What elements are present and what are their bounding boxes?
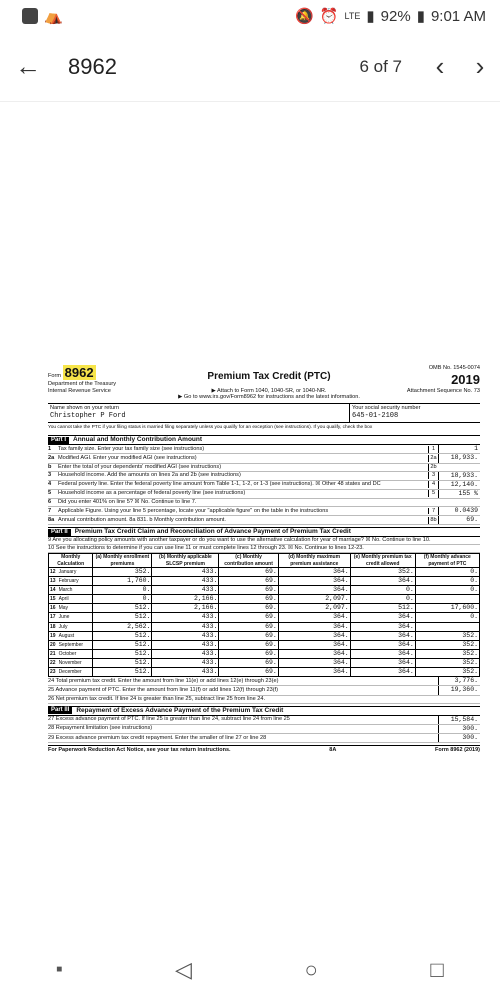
table-cell: 512. [93, 659, 152, 668]
table-cell: 0. [415, 613, 479, 622]
table-header: (b) Monthly applicable SLCSP premium [152, 554, 219, 568]
line-9: 9 Are you allocating policy amounts with another taxpayer or do you want to use the alternative calculation for year of marriage? ☒ No. Continue to line 10. [48, 537, 480, 545]
nav-dot-icon: ■ [56, 964, 63, 975]
part1-line: 3 Household income. Add the amounts on lines 2a and 2b (see instructions) 3 18,933. [48, 472, 480, 481]
table-cell: 352. [415, 640, 479, 649]
ssn-value: 645-01-2108 [352, 412, 399, 421]
page-indicator: 6 of 7 [359, 56, 402, 76]
table-cell: 433. [152, 668, 219, 677]
table-row: 20 September 512. 433. 69. 364. 364. 352. [50, 640, 478, 648]
table-cell: 364. [350, 668, 415, 677]
table-row: 21 October 512. 433. 69. 364. 364. 352. [50, 649, 478, 657]
table-cell: 2,097. [278, 604, 350, 613]
table-cell: 364. [350, 631, 415, 640]
table-row: 19 August 512. 433. 69. 364. 364. 352. [50, 631, 478, 639]
table-cell: 17,600. [415, 604, 479, 613]
table-cell: 364. [278, 631, 350, 640]
table-cell: 364. [278, 668, 350, 677]
table-cell: 364. [278, 567, 350, 576]
table-cell: 69. [219, 586, 278, 595]
table-cell: 433. [152, 567, 219, 576]
table-cell: 0. [415, 567, 479, 576]
table-cell: 364. [278, 659, 350, 668]
clock: 9:01 AM [430, 7, 486, 25]
part1-line: 7 Applicable Figure. Using your line 5 percentage, locate your "applicable figure" on the table in the instructions 7 0.0439 [48, 507, 480, 516]
table-row: 22 November 512. 433. 69. 364. 364. 352. [50, 659, 478, 667]
table-cell: 433. [152, 613, 219, 622]
table-cell: 433. [152, 576, 219, 585]
battery-percent: 92% [380, 7, 411, 25]
table-cell: 512. [93, 631, 152, 640]
back-arrow-icon[interactable]: ← [15, 51, 41, 81]
table-header: Monthly Calculation [49, 554, 93, 568]
form-page [48, 365, 480, 925]
part1-line: 4 Federal poverty line. Enter the federal poverty line amount from Table 1-1, 1-2, or 1-3 (see instructions). ☒ Other 48 states and DC 4 12,140. [48, 481, 480, 490]
notification-icon: ⛺ [44, 8, 63, 25]
app-bar [0, 32, 500, 102]
part1-line: 1 Tax family size. Enter your tax family size (see instructions) 1 1 [48, 445, 480, 454]
back-nav-button[interactable]: ◁ [174, 956, 192, 982]
filing-note: You cannot take the PTC if your filing status is married filing separately unless you qualify for an exception (see instructions). If you qualify, check the box [48, 425, 373, 431]
table-cell: 433. [152, 640, 219, 649]
table-cell: 69. [219, 604, 278, 613]
line-27: 27 Excess advance payment of PTC. If line 25 is greater than line 24, subtract line 24 from line 25 15,584. [48, 716, 480, 725]
table-cell: 2,097. [278, 595, 350, 604]
document-title: 8962 [68, 53, 117, 79]
table-cell: 512. [350, 604, 415, 613]
table-cell: 352. [415, 668, 479, 677]
table-cell: 352. [93, 567, 152, 576]
table-cell: 364. [350, 659, 415, 668]
recents-nav-button[interactable]: □ [430, 956, 444, 982]
line-29: 29 Excess advance premium tax credit repayment. Enter the smaller of line 27 or line 28 300. [48, 734, 480, 743]
part1-line: 5 Household income as a percentage of federal poverty line (see instructions) 5 155 % [48, 490, 480, 499]
taxpayer-name: Christopher P Ford [50, 412, 126, 421]
next-page-button[interactable]: › [475, 51, 485, 81]
table-cell: 69. [219, 640, 278, 649]
lte-label: LTE [344, 11, 361, 21]
home-nav-button[interactable]: ○ [304, 956, 318, 982]
form-header: Form 8962 Department of the Treasury Internal Revenue Service Premium Tax Credit (PTC) ▶ Attach to Form 1040, 1040-SR, or 1040-NR. ▶ Go to www.irs.gov/Form8962 for instructions and the latest information. OMB No. 1545-0074 2019 Attachment Sequence No. 73 [48, 365, 480, 404]
table-cell: 512. [93, 668, 152, 677]
table-cell: 2,166. [152, 595, 219, 604]
form-number: 8962 [64, 365, 94, 380]
signal-icon: ▮ [366, 8, 375, 25]
table-row: 16 May 512. 2,166. 69. 2,097. 512. 17,600. [50, 604, 478, 612]
table-cell: 69. [219, 567, 278, 576]
table-cell: 352. [415, 631, 479, 640]
part1-line: 6 Did you enter 401% on line 5? ☒ No. Continue to line 7. [48, 499, 480, 507]
status-bar [0, 0, 500, 32]
table-row: 13 February 1,760. 433. 69. 364. 364. 0. [50, 576, 478, 584]
part2-header: Part II Premium Tax Credit Claim and Reconciliation of Advance Payment of Premium Tax Credit [48, 527, 480, 537]
form-title: Premium Tax Credit (PTC) [207, 371, 331, 382]
table-cell: 364. [278, 622, 350, 631]
table-row: 12 January 352. 433. 69. 364. 352. 0. [50, 567, 478, 575]
table-row: 18 July 2,562. 433. 69. 364. 364. [49, 622, 480, 631]
table-cell: 433. [152, 649, 219, 658]
line-24: 24 Total premium tax credit. Enter the amount from line 11(e) or add lines 12(e) through 23(e) 3,776. [48, 677, 480, 686]
table-cell: 0. [415, 576, 479, 585]
table-cell: 364. [278, 649, 350, 658]
table-cell: 1,760. [93, 576, 152, 585]
table-header: (f) Monthly advance payment of PTC [415, 554, 479, 568]
alarm-icon: ⏰ [319, 8, 339, 25]
line-10: 10 See the instructions to determine if you can use line 11 or must complete lines 12 through 23. ☒ No. Continue to lines 12-23. [48, 545, 480, 553]
table-row: 14 March 0. 433. 69. 364. 0. 0. [50, 586, 478, 594]
table-row: 23 December 512. 433. 69. 364. 364. 352. [50, 668, 478, 676]
table-cell [415, 622, 479, 631]
table-header: (a) Monthly enrollment premiums [93, 554, 152, 568]
table-cell: 2,166. [152, 604, 219, 613]
table-header: (d) Monthly maximum premium assistance [278, 554, 350, 568]
form-footer: For Paperwork Reduction Act Notice, see your tax return instructions. 8A Form 8962 (2019) [48, 747, 480, 754]
table-cell: 364. [350, 622, 415, 631]
name-row: Name shown on your return Christopher P Ford Your social security number 645-01-2108 [48, 404, 480, 423]
table-cell: 433. [152, 631, 219, 640]
line-26: 26 Net premium tax credit. If line 24 is greater than line 25, subtract line 25 from line 24. [48, 696, 480, 704]
table-cell: 352. [415, 649, 479, 658]
table-cell: 364. [350, 649, 415, 658]
table-cell: 364. [350, 640, 415, 649]
table-cell: 433. [152, 659, 219, 668]
table-cell: 0. [93, 595, 152, 604]
monthly-table [48, 553, 480, 677]
table-cell: 0. [93, 586, 152, 595]
previous-page-button[interactable]: ‹ [435, 51, 445, 81]
table-cell: 433. [152, 586, 219, 595]
table-row: 15 April 0. 2,166. 69. 2,097. 0. [49, 595, 480, 604]
system-nav-bar [0, 940, 500, 999]
table-cell: 364. [350, 576, 415, 585]
part1-line: b Enter the total of your dependents' modified AGI (see instructions) 2b [48, 464, 480, 472]
table-header: (c) Monthly contribution amount [219, 554, 278, 568]
table-header: (e) Monthly premium tax credit allowed [350, 554, 415, 568]
line-28: 28 Repayment limitation (see instructions) 300. [48, 725, 480, 734]
tax-year: 2019 [451, 371, 480, 387]
table-cell: 512. [93, 613, 152, 622]
table-cell: 512. [93, 640, 152, 649]
line-25: 25 Advance payment of PTC. Enter the amount from line 11(f) or add lines 12(f) through 23(f) 19,360. [48, 686, 480, 695]
table-row: 17 June 512. 433. 69. 364. 364. 0. [50, 613, 478, 621]
table-cell: 364. [350, 613, 415, 622]
table-cell [415, 595, 479, 604]
table-cell: 0. [350, 595, 415, 604]
app-icon [22, 8, 38, 24]
table-cell: 69. [219, 668, 278, 677]
table-cell: 69. [219, 613, 278, 622]
part1-line: 2a Modified AGI. Enter your modified AGI (see instructions) 2a 18,933. [48, 454, 480, 463]
part1-lines [48, 445, 480, 525]
part1-header: Part I Annual and Monthly Contribution Amount [48, 435, 480, 445]
table-cell: 69. [219, 649, 278, 658]
table-cell: 364. [278, 640, 350, 649]
table-cell: 69. [219, 659, 278, 668]
table-cell: 512. [93, 604, 152, 613]
table-cell: 433. [152, 622, 219, 631]
table-cell: 2,562. [93, 622, 152, 631]
battery-icon: ▮ [416, 8, 425, 25]
table-cell: 69. [219, 622, 278, 631]
table-cell: 69. [219, 631, 278, 640]
table-cell: 0. [350, 586, 415, 595]
table-cell: 352. [415, 659, 479, 668]
table-cell: 0. [415, 586, 479, 595]
table-cell: 364. [278, 586, 350, 595]
part1-line: 8a Annual contribution amount. 8a 831. b Monthly contribution amount. 8b 69. [48, 516, 480, 525]
table-cell: 69. [219, 576, 278, 585]
table-cell: 69. [219, 595, 278, 604]
table-cell: 512. [93, 649, 152, 658]
table-cell: 364. [278, 576, 350, 585]
mute-icon: 🔕 [295, 8, 314, 25]
table-cell: 364. [278, 613, 350, 622]
table-cell: 352. [350, 567, 415, 576]
part3-header: Part III Repayment of Excess Advance Payment of the Premium Tax Credit [48, 706, 480, 716]
